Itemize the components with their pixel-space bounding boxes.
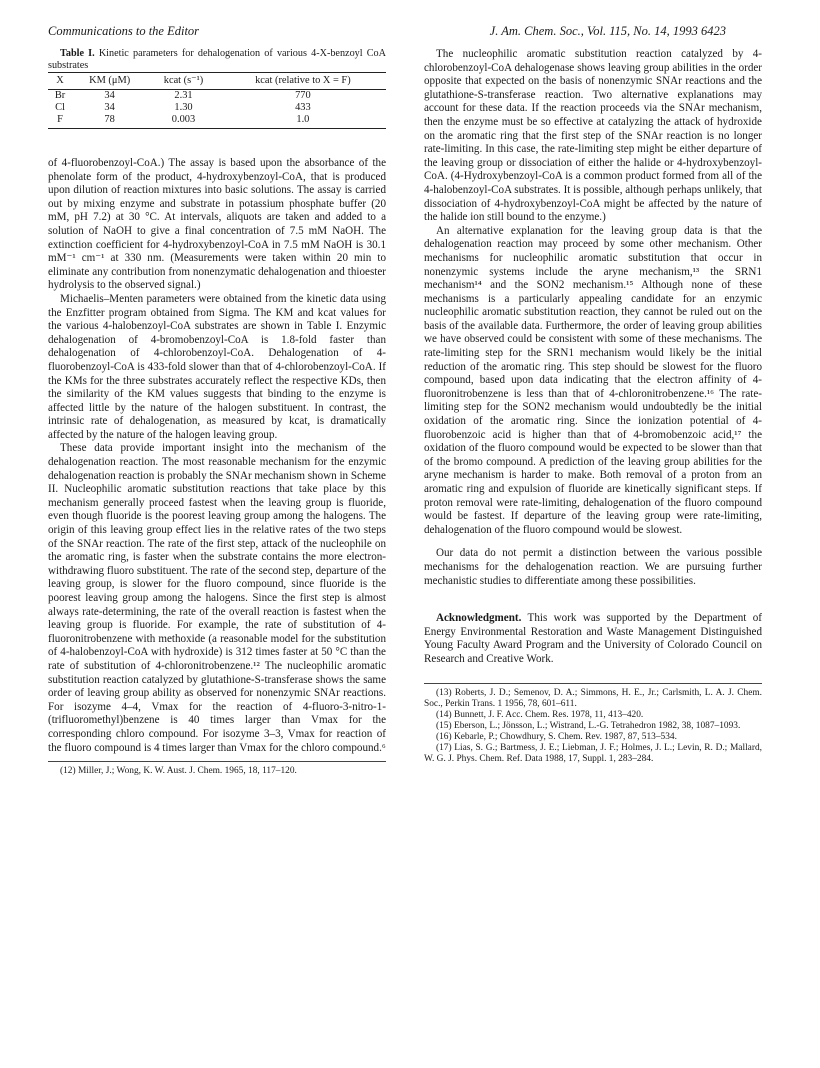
- table-caption-text: Kinetic parameters for dehalogenation of various 4-X-benzoyl CoA substrates: [48, 48, 386, 71]
- table-cell: F: [48, 114, 72, 129]
- table-header-row: [48, 73, 386, 90]
- col-header-kcat: kcat (s⁻¹): [147, 73, 220, 90]
- body-paragraph: Our data do not permit a distinction between the various possible mechanisms for the dehalogenation reaction. We are pursuing further mechanistic studies to differentiate among these possibilities.: [424, 547, 762, 587]
- table-cell: 770: [295, 90, 311, 101]
- right-column: [424, 48, 762, 765]
- table-cell: 433: [295, 102, 311, 113]
- body-paragraph: These data provide important insight into the mechanism of the dehalogenation reaction. The most reasonable mechanism for the enzymic dehalogenation reaction is probably the SNAr mechanism shown in Scheme II. Nucleophilic aromatic substitution reactions that take place by this mechanism generally proceed fastest when the leaving group is fluoride, even though fluoride is the poorest leaving group among the halogens. The origin of this leaving group effect lies in the relative rates of the two steps of the SNAr reaction. The rate of the first step, attack of the nucleophile on the aromatic ring, is faster when the substrate contains the more electron-withdrawing fluoro substituent. The rate of the second step, departure of the leaving group, is slower for the fluoro compound, since fluoride is the poorest leaving group among the halogens. Since the first step is almost always rate-determining, the rate of the overall reaction is fastest when the leaving group is fluoride. For example, the rate of substitution of 4-fluoronitrobenzene with methoxide (a reasonable model for the substitution of 4-halobenzoyl-CoA with hydroxide) is 312 times faster at 50 °C than the rate of substitution of 4-chloronitrobenzene.¹² The nucleophilic aromatic substitution reaction catalyzed by glutathione-S-transferase shows the same order of leaving group ability as observed for nonenzymic SNAr reactions. For isozyme 4–4, Vmax for the reaction of 4-fluoro-3-nitro-1-(trifluoromethyl)benzene is 40 times larger than Vmax for the corresponding chloro compound. For isozyme 3–3, Vmax for reaction of the fluoro compound is 4 times larger than Vmax for the chloro compound.⁶: [48, 442, 386, 754]
- footnote-divider: [48, 761, 386, 762]
- table-cell: Br: [54, 90, 66, 101]
- body-paragraph: of 4-fluorobenzoyl-CoA.) The assay is based upon the absorbance of the phenolate form of the product, 4-hydroxybenzoyl-CoA, that is produced upon dilution of reaction mixtures into basic solutions. The assay is carried out by mixing enzyme and substrate in potassium phosphate buffer (20 mM, pH 7.2) at 30 °C. At intervals, aliquots are taken and added to a solution of NaOH to give a final concentration of 7.5 mM NaOH. The extinction coefficient for 4-hydroxybenzoyl-CoA in 7.5 mM NaOH is 30.1 mM⁻¹ cm⁻¹ at 330 nm. (Measurements were taken within 20 min to eliminate any contribution from nonenzymatic dehalogenation and thioester hydrolysis to the observed signal.): [48, 157, 386, 292]
- section-title: Communications to the Editor: [48, 24, 200, 38]
- acknowledgment: [424, 612, 762, 666]
- acknowledgment-label: Acknowledgment.: [436, 612, 522, 625]
- running-header: [48, 24, 726, 42]
- table-cell: 2.31: [174, 90, 193, 101]
- body-paragraph: The nucleophilic aromatic substitution reaction catalyzed by 4-chlorobenzoyl-CoA dehalogenase shows leaving group abilities in the order opposite that expected on the basis of nonenzymic SNAr reactions and the glutathione-S-transferase reaction. Two alternative explanations may account for these data. If the reaction proceeds via the SNAr mechanism, then the enzyme must be so effective at catalyzing the attack of hydroxide on the aromatic ring that the first step of the SNAr reaction is no longer rate-limiting. In this case, the rate-limiting step might be either departure of the leaving group or dissociation of either the halide or 4-hydroxybenzoyl-CoA. (4-Hydroxybenzoyl-CoA is a common product formed from all of the 4-halobenzoyl-CoA substrates. It is possible, although perhaps unlikely, that dissociation of 4-hydroxybenzoyl-CoA might be affected by the nature of the halide ion still bound to the enzyme.): [424, 48, 762, 224]
- footnote: (16) Kebarle, P.; Chowdhury, S. Chem. Rev. 1987, 87, 513–534.: [436, 731, 677, 742]
- table-row: [48, 114, 386, 129]
- table-cell: 1.0: [220, 114, 386, 129]
- col-header-x: X: [48, 73, 72, 90]
- table-label: Table I.: [60, 48, 95, 59]
- footnote-divider: [424, 683, 762, 684]
- footnote: (12) Miller, J.; Wong, K. W. Aust. J. Chem. 1965, 18, 117–120.: [60, 766, 297, 777]
- table-cell: 1.30: [174, 102, 193, 113]
- left-column: [48, 48, 386, 777]
- table-cell: 34: [104, 90, 115, 101]
- col-header-km: KM (μM): [72, 73, 147, 90]
- table-caption: [48, 48, 386, 72]
- body-paragraph: An alternative explanation for the leaving group data is that the dehalogenation reaction may proceed by some other mechanism. Other mechanisms for nucleophilic aromatic substitution that occur in nonenzymic systems include the aryne mechanism,¹³ the SRN1 mechanism¹⁴ and the SON2 mechanism.¹⁵ Although none of these mechanisms is a particularly appealing candidate for an enzymic nucleophilic aromatic substitution reaction, they cannot be ruled out on the basis of the available data. Furthermore, the order of leaving group abilities we have observed could be consistent with some of these mechanisms. The rate-limiting step for the SRN1 mechanism would likely be the initial reduction of the aromatic ring. This step should be slowest for the fluoro compound, based upon data indicating that the electron affinity of 4-fluoronitrobenzene is less than that of 4-chloronitrobenzene.¹⁶ The rate-limiting step for the SON2 mechanism would undoubtedly be the initial oxidation of the aromatic ring. Since the ionization potential of 4-fluorobenzoic acid is higher than that of 4-bromobenzoic acid,¹⁷ the oxidation of the fluoro compound would be expected to be slower than that of the bromo compound. A prediction of the leaving group abilities for the aryne mechanism is harder to make. Both removal of a proton from an aromatic ring and expulsion of fluoride are kinetically significant steps. If proton removal were rate-limiting, dehalogenation of the fluoro compound would be fastest. If departure of the leaving group were rate-limiting, dehalogenation of the fluoro compound would be slowest.: [424, 224, 762, 536]
- acknowledgment-text: This work was supported by the Department of Energy Environmental Restoration and Waste Management Distinguished Young Faculty Award Program and the University of Colorado Council on Research and Creative Work.: [424, 612, 762, 665]
- footnote: (17) Lias, S. G.; Bartmess, J. E.; Liebman, J. F.; Holmes, J. L.; Levin, R. D.; Mallard, W. G. J. Phys. Chem. Ref. Data 1988, 17, Suppl. 1, 283–284.: [424, 742, 762, 764]
- body-paragraph: Michaelis–Menten parameters were obtained from the kinetic data using the Enzfitter program obtained from Sigma. The KM and kcat values for the various 4-halobenzoyl-CoA substrates are shown in Table I. Enzymic dehalogenation of 4-bromobenzoyl-CoA is 1.8-fold faster than dehalogenation of 4-chlorobenzoyl-CoA. Dehalogenation of 4-fluorobenzoyl-CoA is 433-fold slower than that of 4-chlorobenzoyl-CoA. If the KMs for the three substrates accurately reflect the respective KDs, then the similarity of the KM values suggests that binding to the enzyme is affected little by the nature of the halogen substituent. In contrast, the intrinsic rate of dehalogenation, as measured by kcat, is dramatically affected by the nature of the halogen leaving group.: [48, 292, 386, 441]
- table-cell: 0.003: [147, 114, 220, 129]
- table-row: [48, 102, 386, 114]
- table-row: [48, 90, 386, 103]
- table-cell: 78: [72, 114, 147, 129]
- col-header-kcat-relative: kcat (relative to X = F): [220, 73, 386, 90]
- kinetic-parameters-table: [48, 72, 386, 129]
- footnote: (13) Roberts, J. D.; Semenov, D. A.; Simmons, H. E., Jr.; Carlsmith, L. A. J. Chem. Soc., Perkin Trans. 1 1956, 78, 601–611.: [424, 687, 762, 709]
- table-cell: 34: [104, 102, 115, 113]
- journal-citation: J. Am. Chem. Soc., Vol. 115, No. 14, 1993 6423: [489, 24, 726, 38]
- footnote: (14) Bunnett, J. F. Acc. Chem. Res. 1978, 11, 413–420.: [436, 709, 644, 720]
- table-cell: Cl: [55, 102, 65, 113]
- footnote: (15) Eberson, L.; Jönsson, L.; Wistrand, L.-G. Tetrahedron 1982, 38, 1087–1093.: [436, 720, 741, 731]
